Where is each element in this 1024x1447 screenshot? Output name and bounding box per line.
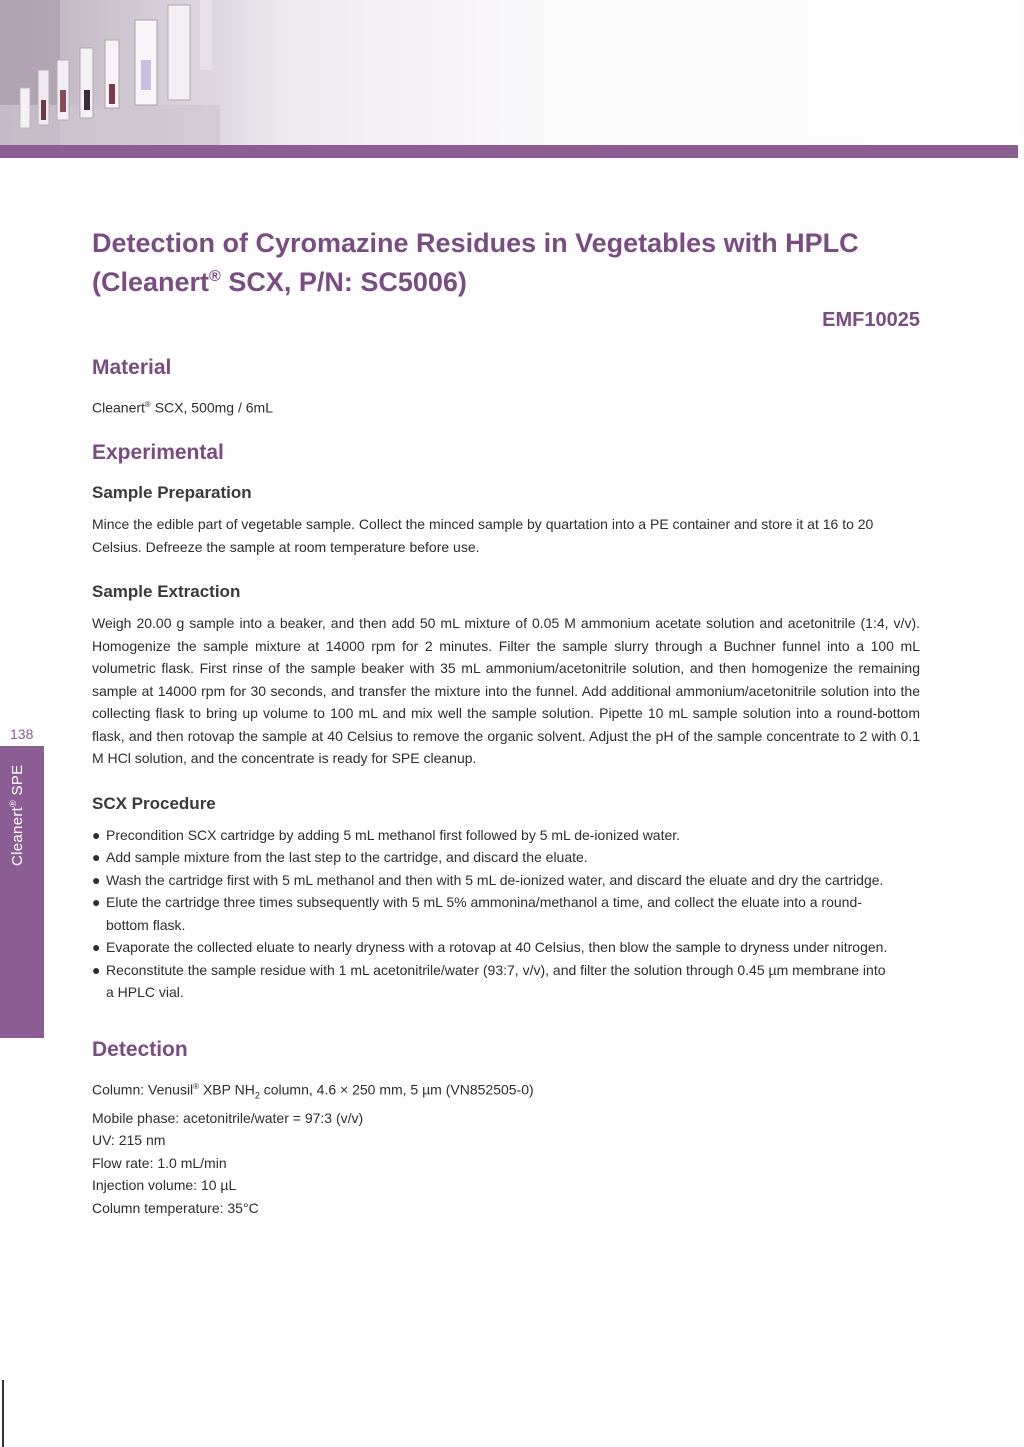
experimental-heading: Experimental — [92, 441, 224, 465]
sample-preparation-text: Mince the edible part of vegetable sample. Collect the minced sample by quartation into a PE container and store it at 16 to 20 Celsius. Defreeze the sample at room temperature before use. — [92, 516, 874, 555]
list-item: ● Elute the cartridge three times subsequently with 5 mL 5% ammonina/methanol a time, and collect the eluate into a round-bottom flask. — [92, 894, 862, 933]
title-line-1: Detection of Cyromazine Residues in Vegetables with HPLC — [92, 228, 859, 258]
material-text: Cleanert® SCX, 500mg / 6mL — [92, 399, 273, 416]
list-item: ● Precondition SCX cartridge by adding 5 mL methanol first followed by 5 mL de-ionized water. — [92, 826, 681, 843]
list-item: ● Add sample mixture from the last step to the cartridge, and discard the eluate. — [92, 849, 588, 866]
list-item: ● Evaporate the collected eluate to nearly dryness with a rotovap at 40 Celsius, then blow the sample to dryness under nitrogen. — [92, 939, 888, 956]
page-title — [92, 226, 920, 299]
list-item: ● Wash the cartridge first with 5 mL methanol and then with 5 mL de-ionized water, and discard the eluate and dry the cartridge. — [92, 871, 884, 888]
material-heading: Material — [92, 356, 172, 379]
document-code: EMF10025 — [822, 309, 920, 331]
detection-column-temperature: Column temperature: 35°C — [92, 1199, 259, 1216]
scx-procedure-list — [92, 824, 920, 1004]
detection-column: Column: Venusil® XBP $NH_2$ column, 4.6 × 250 mm, 5 µm (VN852505-0) — [92, 1081, 534, 1101]
title-line-2: (Cleanert® SCX, P/N: SC5006) — [92, 267, 467, 297]
page-number: 138 — [10, 726, 34, 742]
header-accent-bar — [0, 145, 1018, 158]
detection-heading: Detection — [92, 1037, 188, 1061]
sample-extraction-heading: Sample Extraction — [92, 582, 241, 602]
detection-injection-volume: Injection volume: 10 µL — [92, 1177, 237, 1194]
sample-preparation-heading: Sample Preparation — [92, 483, 252, 503]
lab-cartridges-image — [0, 0, 320, 145]
main-content — [92, 226, 920, 1219]
scan-edge-line — [2, 1380, 4, 1447]
header-banner — [0, 0, 1018, 145]
detection-uv: UV: 215 nm — [92, 1132, 166, 1149]
sample-extraction-text: Weigh 20.00 g sample into a beaker, and then add 50 mL mixture of 0.05 M ammonium acetate solution and acetonitrile (1:4, v/v). Homogenize the sample mixture at 14000 rpm for 2 minutes. Filter the sample slurry through a Buchner funnel into a 100 mL volumetric flask. First rinse of the sample beaker with 35 mL ammonium/acetonitrile solution, and then homogenize the remaining sample at 14000 rpm for 30 seconds, and transfer the mixture into the funnel. Add additional ammonium/acetonitrile solution into the collecting flask to bring up volume to 100 mL and mix well the sample solution. Pipette 10 mL sample solution into a round-bottom flask, and then rotovap the sample at 40 Celsius to remove the organic solvent. Adjust the pH of the sample concentrate to 2 with 0.1 M HCl solution, and the concentrate is ready for SPE cleanup. — [92, 615, 920, 767]
list-item: ● Reconstitute the sample residue with 1 mL acetonitrile/water (93:7, v/v), and filter the solution through 0.45 µm membrane into a HPLC vial. — [92, 961, 886, 1001]
scx-procedure-heading: SCX Procedure — [92, 793, 216, 813]
side-section-label: Cleanert® SPE — [8, 764, 26, 866]
detection-flow-rate: Flow rate: 1.0 mL/min — [92, 1154, 227, 1171]
detection-parameters — [92, 1076, 920, 1219]
detection-mobile-phase: Mobile phase: acetonitrile/water = 97:3 (v/v) — [92, 1109, 364, 1126]
